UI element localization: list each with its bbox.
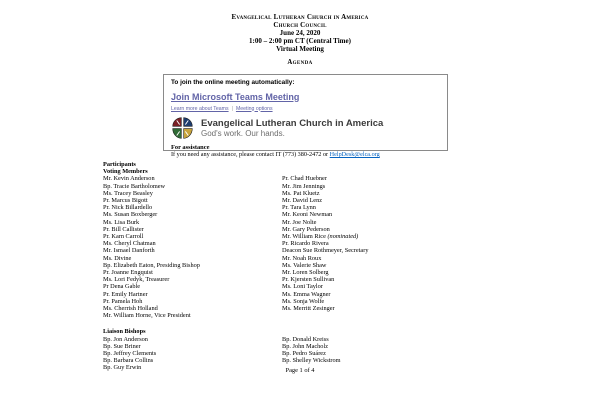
elca-tagline: God's work. Our hands. <box>201 128 285 138</box>
assistance-heading: For assistance <box>171 143 210 151</box>
list-item: Mr. Gary Pederson <box>282 225 330 233</box>
voting-members-right-column <box>282 175 463 319</box>
org-title: Evangelical Lutheran Church in America <box>231 13 369 21</box>
list-item: Mr. Keoni Newman <box>282 211 333 219</box>
list-item: Bp. Guy Erwin <box>103 364 142 372</box>
list-item: Ms. Sonja Wolfe <box>282 297 325 305</box>
voting-members-left-column <box>103 175 282 319</box>
list-item: Pr. Tara Lynn <box>282 204 316 212</box>
list-item: Pr. Kjersten Sullivan <box>282 276 335 284</box>
assistance-text-pre: If you need any assistance, please contact IT (773) 380-2472 or <box>171 151 330 158</box>
list-item: Bp. Pedro Suárez <box>282 350 326 358</box>
list-item: Pr. Pamela Hoh <box>103 297 143 305</box>
meeting-date: June 24, 2020 <box>279 29 321 37</box>
council-title: Church Council <box>273 21 327 29</box>
participants-section <box>103 161 463 372</box>
agenda-heading: Agenda <box>287 59 313 66</box>
helpdesk-email-link[interactable]: HelpDesk@elca.org <box>329 151 380 158</box>
list-item: Mr. William Horne, Vice President <box>103 312 191 320</box>
elca-brand-text <box>201 118 383 138</box>
meeting-mode: Virtual Meeting <box>276 45 324 53</box>
list-item: Bp. Donald Kreiss <box>282 335 329 343</box>
list-item: Pr. Chad Huebner <box>282 175 327 183</box>
teams-secondary-links <box>171 105 440 113</box>
meeting-join-box <box>163 74 448 158</box>
list-item: Pr. Joanne Engquist <box>103 269 153 277</box>
list-item: Bp. Jeffrey Clements <box>103 350 157 358</box>
list-item: Ms. Loni Taylor <box>282 283 323 291</box>
meeting-time: 1:00 – 2:00 pm CT (Central Time) <box>249 37 351 45</box>
list-item: Bp. John Macholz <box>282 342 328 350</box>
list-item: Ms. Tracey Beasley <box>103 189 153 197</box>
elca-logo-icon <box>171 117 194 139</box>
elca-branding-row <box>171 116 440 140</box>
list-item: Ms. Emma Wagner <box>282 290 331 298</box>
list-item: Pr. Karn Carroll <box>103 233 144 241</box>
voting-members-columns <box>103 175 463 319</box>
document-header <box>0 13 600 53</box>
liaison-bishops-heading: Liaison Bishops <box>103 328 146 336</box>
list-item: Mr. Joe Nolte <box>282 218 317 226</box>
list-item: Ms. Lori Fedyk, Treasurer <box>103 276 170 284</box>
list-item: Bp. Tracie Bartholomew <box>103 182 166 190</box>
list-item: Mr. Ismael Danforth <box>103 247 155 255</box>
list-item: Pr. Bill Callister <box>103 225 144 233</box>
list-item: Ms. Valerie Shaw <box>282 261 327 269</box>
join-instruction: To join the online meeting automatically: <box>171 79 295 86</box>
list-item: Pr. Ricardo Rivera <box>282 240 329 248</box>
list-item: Mr. Noah Roux <box>282 254 322 262</box>
elca-brand-name: Evangelical Lutheran Church in America <box>201 117 384 129</box>
list-item: Ms. Susan Boxberger <box>103 211 158 219</box>
liaison-bishops-section <box>103 328 463 371</box>
list-item: Ms. Divine <box>103 254 132 262</box>
list-item: Bp. Elizabeth Eaton, Presiding Bishop <box>103 261 200 269</box>
participants-heading: Participants <box>103 161 136 168</box>
list-item: Pr. Emily Hartner <box>103 290 148 298</box>
list-item: Bp. Shelley Wickstrom <box>282 357 341 365</box>
learn-more-teams-link[interactable]: Learn more about Teams <box>171 105 229 112</box>
list-item: Deacon Sue Rothmeyer, Secretary <box>282 247 369 255</box>
list-item: Mr. David Lenz <box>282 197 323 205</box>
list-item: Mr. Loren Solberg <box>282 269 329 277</box>
list-item: Ms. Lisa Burk <box>103 218 140 226</box>
list-item: Mr. William Rice (nominated) <box>282 233 359 241</box>
voting-members-heading: Voting Members <box>103 168 148 176</box>
list-item: Ms. Pat Kluetz <box>282 189 320 197</box>
list-item: Bp. Sue Briner <box>103 342 141 350</box>
list-item: Pr. Nick Billardello <box>103 204 153 212</box>
list-item: Pr Dena Gable <box>103 283 141 291</box>
assistance-text <box>171 151 440 159</box>
list-item: Mr. Jim Jennings <box>282 182 326 190</box>
list-item: Ms. Merritt Zesinger <box>282 305 335 313</box>
link-separator: | <box>231 105 233 112</box>
list-item: Mr. Kevin Anderson <box>103 175 155 183</box>
join-teams-meeting-link[interactable]: Join Microsoft Teams Meeting <box>171 91 300 102</box>
meeting-options-link[interactable]: Meeting options <box>235 105 273 112</box>
list-item: Ms. Cherrish Holland <box>103 305 158 313</box>
list-item: Bp. Barbara Collins <box>103 357 154 365</box>
list-item: Bp. Jon Anderson <box>103 335 148 343</box>
page-number: Page 1 of 4 <box>285 367 315 374</box>
list-item: Ms. Cheryl Chatman <box>103 240 156 248</box>
list-item: Pr. Marcus Bigott <box>103 197 148 205</box>
